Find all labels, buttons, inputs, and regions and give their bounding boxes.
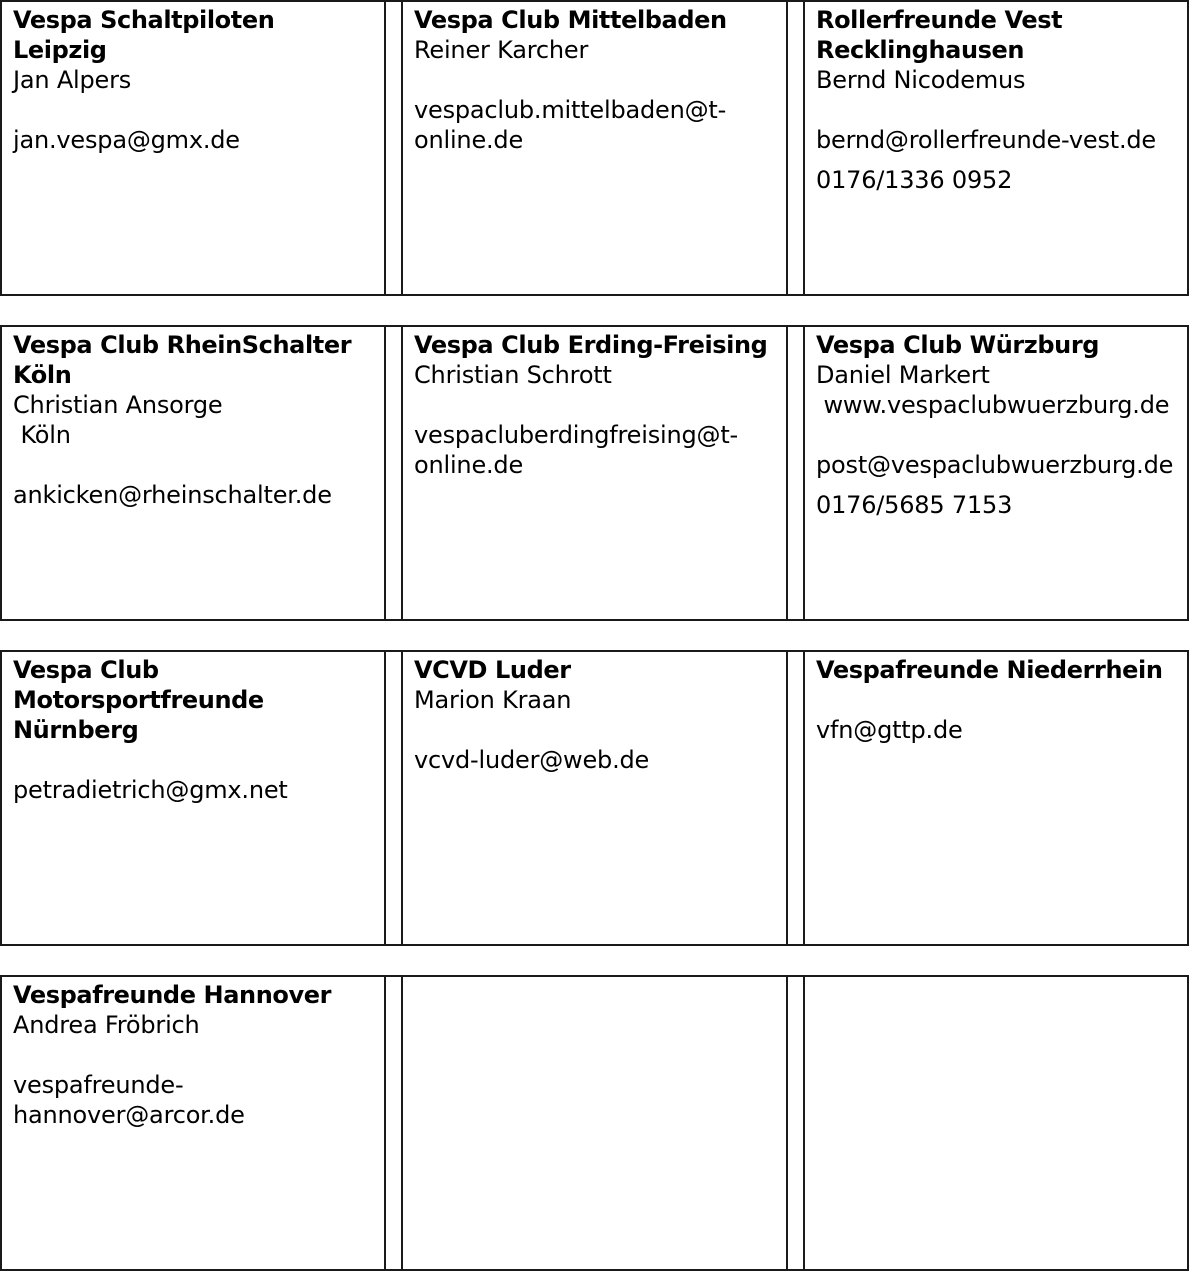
phone-number: 0176/1336 0952 [816, 166, 1013, 194]
spacer [816, 420, 1178, 450]
club-name: Vespa Club Würzburg [816, 331, 1100, 359]
email-address[interactable]: vespafreunde-hannover@arcor.de [13, 1071, 245, 1129]
contact-person: Christian Schrott [414, 361, 612, 389]
email-address[interactable]: post@vespaclubwuerzburg.de [816, 451, 1174, 479]
contact-person: Andrea Fröbrich [13, 1011, 200, 1039]
email-address[interactable]: vfn@gttp.de [816, 716, 963, 744]
spacer [414, 65, 777, 95]
spacer [13, 95, 375, 125]
email-address[interactable]: jan.vespa@gmx.de [13, 126, 240, 154]
club-card [0, 325, 386, 621]
contact-person: Christian Ansorge [13, 391, 223, 419]
email-address[interactable]: vespaclub.mittelbaden@t-online.de [414, 96, 727, 154]
club-card [401, 0, 788, 296]
contact-person: Bernd Nicodemus [816, 66, 1026, 94]
email-address[interactable]: vespacluberdingfreising@t-online.de [414, 421, 738, 479]
club-card [0, 650, 386, 946]
club-name: Rollerfreunde Vest Recklinghausen [816, 6, 1071, 64]
club-name: VCVD Luder [414, 656, 571, 684]
contact-person: Marion Kraan [414, 686, 572, 714]
club-city: Köln [13, 421, 71, 449]
empty-club-card [401, 975, 788, 1271]
club-card [803, 650, 1189, 946]
club-row [0, 325, 1189, 621]
email-address[interactable]: bernd@rollerfreunde-vest.de [816, 126, 1156, 154]
club-name: Vespa Club Motorsportfreunde Nürnberg [13, 656, 272, 744]
contact-person: Reiner Karcher [414, 36, 589, 64]
club-card [401, 325, 788, 621]
club-card [803, 325, 1189, 621]
spacer [816, 685, 1178, 715]
club-card [803, 0, 1189, 296]
club-card [0, 0, 386, 296]
contact-person: Daniel Markert [816, 361, 990, 389]
club-name: Vespafreunde Hannover [13, 981, 332, 1009]
contact-person: Jan Alpers [13, 66, 132, 94]
email-address[interactable]: vcvd-luder@web.de [414, 746, 650, 774]
email-address[interactable]: ankicken@rheinschalter.de [13, 481, 332, 509]
spacer [13, 450, 375, 480]
club-name: Vespa Club Mittelbaden [414, 6, 727, 34]
spacer [816, 95, 1178, 125]
phone-number: 0176/5685 7153 [816, 491, 1013, 519]
spacer [414, 390, 777, 420]
club-card [401, 650, 788, 946]
spacer [414, 715, 777, 745]
club-row [0, 650, 1189, 946]
club-name: Vespa Schaltpiloten Leipzig [13, 6, 283, 64]
club-name: Vespa Club Erding-Freising [414, 331, 768, 359]
club-row [0, 975, 1189, 1271]
spacer [13, 1040, 375, 1070]
spacer [13, 745, 375, 775]
club-card [0, 975, 386, 1271]
club-website[interactable]: www.vespaclubwuerzburg.de [816, 391, 1170, 419]
club-name: Vespafreunde Niederrhein [816, 656, 1163, 684]
empty-club-card [803, 975, 1189, 1271]
email-address[interactable]: petradietrich@gmx.net [13, 776, 288, 804]
club-name: Vespa Club RheinSchalter Köln [13, 331, 360, 389]
club-row [0, 0, 1189, 296]
